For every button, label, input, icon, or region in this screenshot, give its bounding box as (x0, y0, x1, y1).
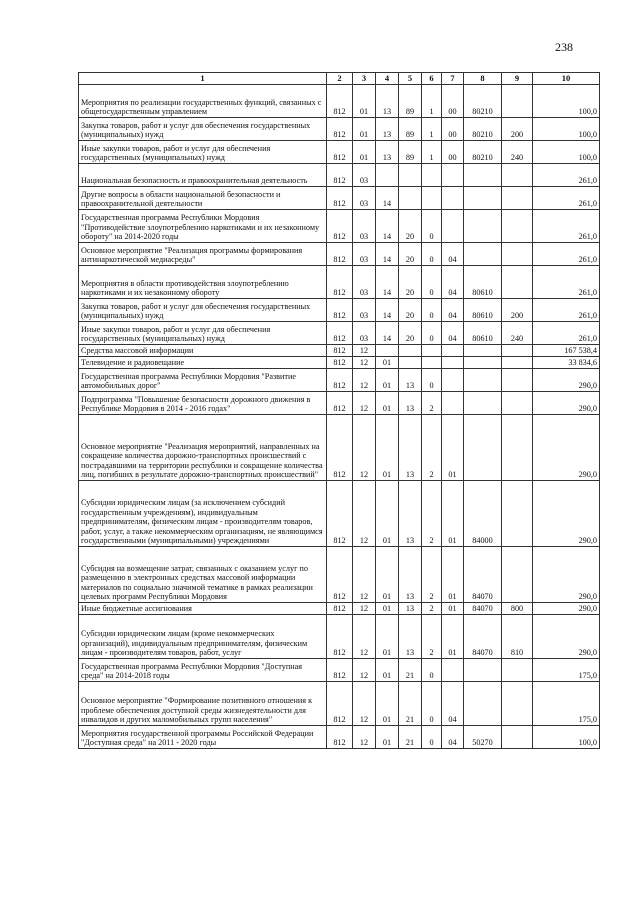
row-name: Национальная безопасность и правоохранительная деятельность (79, 164, 327, 187)
cell-ministry: 812 (327, 187, 353, 210)
cell-expense-type (502, 659, 533, 682)
cell-section: 12 (353, 682, 376, 726)
table-row (79, 85, 600, 118)
cell-subprogram: 0 (422, 682, 442, 726)
cell-subsection: 14 (376, 187, 399, 210)
cell-subsection: 01 (376, 392, 399, 415)
col-header: 6 (422, 73, 442, 85)
cell-direction: 84070 (464, 603, 502, 615)
cell-ministry: 812 (327, 164, 353, 187)
cell-amount: 290,0 (533, 603, 600, 615)
cell-program: 89 (399, 141, 422, 164)
cell-program: 20 (399, 299, 422, 322)
cell-ministry: 812 (327, 415, 353, 481)
cell-subprogram: 2 (422, 392, 442, 415)
cell-expense-type (502, 357, 533, 369)
cell-direction (464, 187, 502, 210)
row-name: Субсидии юридическим лицам (кроме некоммерческих организаций), индивидуальным предпринимателям, физическим лицам - производителям товаров, работ, услуг (79, 615, 327, 659)
cell-subsection: 13 (376, 85, 399, 118)
cell-program (399, 164, 422, 187)
row-name: Иные закупки товаров, работ и услуг для обеспечения государственных (муниципальных) нужд (79, 141, 327, 164)
cell-subsection (376, 164, 399, 187)
cell-direction: 80210 (464, 85, 502, 118)
cell-program: 13 (399, 547, 422, 603)
cell-ministry: 812 (327, 118, 353, 141)
cell-section: 12 (353, 659, 376, 682)
cell-section: 12 (353, 357, 376, 369)
table-row (79, 118, 600, 141)
cell-section: 12 (353, 345, 376, 357)
cell-direction: 80210 (464, 141, 502, 164)
cell-direction (464, 659, 502, 682)
cell-section: 01 (353, 85, 376, 118)
table-row (79, 164, 600, 187)
cell-expense-type (502, 85, 533, 118)
cell-program: 20 (399, 243, 422, 266)
table-row (79, 392, 600, 415)
col-header: 9 (502, 73, 533, 85)
cell-program (399, 187, 422, 210)
cell-amount: 290,0 (533, 615, 600, 659)
cell-ministry: 812 (327, 603, 353, 615)
cell-expense-type: 240 (502, 322, 533, 345)
cell-expense-type (502, 682, 533, 726)
cell-amount: 290,0 (533, 481, 600, 547)
cell-section: 12 (353, 547, 376, 603)
cell-direction (464, 415, 502, 481)
cell-ministry: 812 (327, 299, 353, 322)
table-row (79, 357, 600, 369)
cell-direction (464, 345, 502, 357)
cell-activity (442, 392, 464, 415)
cell-program: 20 (399, 322, 422, 345)
cell-subprogram: 0 (422, 299, 442, 322)
col-header: 1 (79, 73, 327, 85)
cell-subprogram: 1 (422, 85, 442, 118)
cell-amount: 100,0 (533, 118, 600, 141)
cell-amount: 261,0 (533, 210, 600, 243)
cell-amount: 290,0 (533, 392, 600, 415)
cell-subsection: 01 (376, 415, 399, 481)
table-body (79, 85, 600, 749)
cell-direction (464, 164, 502, 187)
table-row (79, 726, 600, 749)
cell-expense-type (502, 392, 533, 415)
cell-activity: 00 (442, 85, 464, 118)
cell-amount: 261,0 (533, 164, 600, 187)
cell-subprogram: 1 (422, 141, 442, 164)
cell-amount: 261,0 (533, 243, 600, 266)
cell-subsection: 01 (376, 547, 399, 603)
cell-section: 01 (353, 118, 376, 141)
col-header: 2 (327, 73, 353, 85)
cell-section: 01 (353, 141, 376, 164)
table-row (79, 369, 600, 392)
cell-section: 12 (353, 603, 376, 615)
cell-direction (464, 243, 502, 266)
cell-ministry: 812 (327, 369, 353, 392)
cell-expense-type (502, 187, 533, 210)
cell-activity: 01 (442, 615, 464, 659)
cell-amount: 175,0 (533, 682, 600, 726)
row-name: Основное мероприятие "Реализация программы формирования антинаркотической медиасреды" (79, 243, 327, 266)
cell-expense-type (502, 210, 533, 243)
cell-subsection: 14 (376, 210, 399, 243)
cell-direction (464, 357, 502, 369)
table-row (79, 322, 600, 345)
cell-direction (464, 210, 502, 243)
cell-direction: 80610 (464, 299, 502, 322)
cell-activity (442, 210, 464, 243)
cell-subsection: 14 (376, 299, 399, 322)
cell-subsection: 14 (376, 322, 399, 345)
row-name: Государственная программа Республики Мордовия "Доступная среда" на 2014-2018 годы (79, 659, 327, 682)
cell-section: 12 (353, 415, 376, 481)
cell-amount: 100,0 (533, 141, 600, 164)
cell-expense-type (502, 266, 533, 299)
cell-program: 13 (399, 369, 422, 392)
cell-ministry: 812 (327, 659, 353, 682)
cell-activity (442, 345, 464, 357)
cell-amount: 175,0 (533, 659, 600, 682)
row-name: Другие вопросы в области национальной безопасности и правоохранительной деятельности (79, 187, 327, 210)
row-name: Государственная программа Республики Мордовия "Развитие автомобильных дорог" (79, 369, 327, 392)
cell-section: 03 (353, 187, 376, 210)
cell-subprogram: 0 (422, 322, 442, 345)
cell-subsection: 14 (376, 243, 399, 266)
cell-amount: 290,0 (533, 547, 600, 603)
cell-subprogram: 0 (422, 659, 442, 682)
cell-expense-type (502, 726, 533, 749)
cell-direction: 80610 (464, 322, 502, 345)
cell-direction (464, 369, 502, 392)
row-name: Мероприятия в области противодействия злоупотреблению наркотиками и их незаконному обороту (79, 266, 327, 299)
cell-expense-type (502, 415, 533, 481)
col-header: 7 (442, 73, 464, 85)
row-name: Закупка товаров, работ и услуг для обеспечения государственных (муниципальных) нужд (79, 118, 327, 141)
cell-activity: 04 (442, 299, 464, 322)
table-row (79, 187, 600, 210)
cell-subprogram (422, 345, 442, 357)
table-row (79, 682, 600, 726)
row-name: Основное мероприятие "Формирование позитивного отношения к проблеме обеспечения доступной среды жизнедеятельности для инвалидов и других маломобильных групп населения" (79, 682, 327, 726)
cell-subsection: 13 (376, 118, 399, 141)
table-row (79, 299, 600, 322)
cell-program (399, 357, 422, 369)
table-row (79, 266, 600, 299)
budget-table (78, 72, 600, 749)
table-row (79, 243, 600, 266)
cell-expense-type: 240 (502, 141, 533, 164)
row-name: Основное мероприятие "Реализация мероприятий, направленных на сокращение количества дорожно-транспортных происшествий с пострадавшими на территории республики и сокращение количества лиц, погибших в результате дорожно-транспортных происшествий" (79, 415, 327, 481)
cell-activity: 00 (442, 141, 464, 164)
cell-subsection: 01 (376, 369, 399, 392)
cell-activity (442, 357, 464, 369)
cell-subprogram: 2 (422, 547, 442, 603)
cell-program: 20 (399, 266, 422, 299)
cell-activity: 01 (442, 547, 464, 603)
cell-activity: 04 (442, 266, 464, 299)
row-name: Средства массовой информации (79, 345, 327, 357)
row-name: Иные закупки товаров, работ и услуг для обеспечения государственных (муниципальных) нужд (79, 322, 327, 345)
cell-subprogram: 2 (422, 415, 442, 481)
row-name: Закупка товаров, работ и услуг для обеспечения государственных (муниципальных) нужд (79, 299, 327, 322)
cell-program: 21 (399, 726, 422, 749)
cell-section: 03 (353, 243, 376, 266)
cell-program (399, 345, 422, 357)
cell-subprogram: 0 (422, 210, 442, 243)
cell-section: 12 (353, 392, 376, 415)
cell-expense-type (502, 547, 533, 603)
cell-activity: 01 (442, 481, 464, 547)
cell-section: 03 (353, 210, 376, 243)
cell-activity (442, 369, 464, 392)
row-name: Государственная программа Республики Мордовия "Противодействие злоупотреблению наркотиками и их незаконному обороту" на 2014-2020 годы (79, 210, 327, 243)
cell-subsection: 01 (376, 659, 399, 682)
cell-ministry: 812 (327, 141, 353, 164)
cell-subprogram (422, 164, 442, 187)
cell-program: 13 (399, 392, 422, 415)
cell-section: 03 (353, 299, 376, 322)
cell-section: 03 (353, 266, 376, 299)
cell-direction: 80610 (464, 266, 502, 299)
table-row (79, 481, 600, 547)
cell-subsection: 01 (376, 726, 399, 749)
table-row (79, 659, 600, 682)
col-header: 4 (376, 73, 399, 85)
cell-subprogram: 2 (422, 603, 442, 615)
cell-subprogram: 0 (422, 243, 442, 266)
cell-section: 12 (353, 726, 376, 749)
cell-subsection: 01 (376, 481, 399, 547)
cell-activity (442, 659, 464, 682)
cell-amount: 261,0 (533, 187, 600, 210)
cell-ministry: 812 (327, 345, 353, 357)
cell-subprogram: 0 (422, 266, 442, 299)
cell-amount: 261,0 (533, 322, 600, 345)
cell-section: 12 (353, 369, 376, 392)
row-name: Телевидение и радиовещание (79, 357, 327, 369)
cell-activity (442, 187, 464, 210)
cell-subprogram: 0 (422, 726, 442, 749)
cell-expense-type: 800 (502, 603, 533, 615)
cell-subprogram: 1 (422, 118, 442, 141)
table-row (79, 345, 600, 357)
row-name: Мероприятия государственной программы Российской Федерации "Доступная среда" на 2011 - 2020 годы (79, 726, 327, 749)
cell-direction: 50270 (464, 726, 502, 749)
cell-program: 21 (399, 659, 422, 682)
cell-amount: 167 538,4 (533, 345, 600, 357)
cell-ministry: 812 (327, 322, 353, 345)
table-row (79, 141, 600, 164)
table-row (79, 603, 600, 615)
table-row (79, 547, 600, 603)
cell-amount: 290,0 (533, 415, 600, 481)
cell-ministry: 812 (327, 210, 353, 243)
col-header: 3 (353, 73, 376, 85)
cell-subsection: 01 (376, 357, 399, 369)
col-header: 10 (533, 73, 600, 85)
cell-ministry: 812 (327, 85, 353, 118)
cell-ministry: 812 (327, 547, 353, 603)
cell-amount: 261,0 (533, 266, 600, 299)
cell-activity: 04 (442, 243, 464, 266)
cell-subsection: 13 (376, 141, 399, 164)
cell-direction (464, 392, 502, 415)
cell-activity: 00 (442, 118, 464, 141)
cell-expense-type (502, 164, 533, 187)
row-name: Мероприятия по реализации государственных функций, связанных с общегосударственным управлением (79, 85, 327, 118)
cell-expense-type: 200 (502, 299, 533, 322)
cell-direction: 84070 (464, 615, 502, 659)
page-number: 238 (555, 40, 573, 54)
row-name: Иные бюджетные ассигнования (79, 603, 327, 615)
cell-expense-type: 810 (502, 615, 533, 659)
cell-section: 12 (353, 615, 376, 659)
cell-subsection: 01 (376, 615, 399, 659)
cell-amount: 100,0 (533, 726, 600, 749)
cell-activity: 01 (442, 603, 464, 615)
cell-subprogram (422, 357, 442, 369)
cell-program: 13 (399, 603, 422, 615)
cell-section: 03 (353, 322, 376, 345)
row-name: Субсидии юридическим лицам (за исключением субсидий государственным учреждениям), индивидуальным предпринимателям, физическим лицам - производителям товаров, работ, услуг, а также некоммерческим организациям, не являющимся государственными (муниципальными) учреждениями (79, 481, 327, 547)
cell-program: 89 (399, 85, 422, 118)
cell-activity (442, 164, 464, 187)
cell-direction (464, 682, 502, 726)
cell-amount: 100,0 (533, 85, 600, 118)
row-name: Подпрограмма "Повышение безопасности дорожного движения в Республике Мордовия в 2014 - 2016 годах" (79, 392, 327, 415)
cell-ministry: 812 (327, 682, 353, 726)
cell-subsection: 01 (376, 682, 399, 726)
cell-subprogram: 2 (422, 481, 442, 547)
col-header: 5 (399, 73, 422, 85)
cell-amount: 261,0 (533, 299, 600, 322)
cell-subprogram: 0 (422, 369, 442, 392)
cell-program: 13 (399, 615, 422, 659)
cell-direction: 84070 (464, 547, 502, 603)
cell-activity: 04 (442, 682, 464, 726)
cell-expense-type: 200 (502, 118, 533, 141)
cell-direction: 84000 (464, 481, 502, 547)
cell-ministry: 812 (327, 357, 353, 369)
cell-section: 03 (353, 164, 376, 187)
table-row (79, 210, 600, 243)
cell-activity: 04 (442, 726, 464, 749)
cell-amount: 33 834,6 (533, 357, 600, 369)
cell-program: 89 (399, 118, 422, 141)
cell-amount: 290,0 (533, 369, 600, 392)
cell-ministry: 812 (327, 481, 353, 547)
table-row (79, 415, 600, 481)
cell-subsection: 01 (376, 603, 399, 615)
cell-subprogram: 2 (422, 615, 442, 659)
cell-ministry: 812 (327, 726, 353, 749)
cell-activity: 01 (442, 415, 464, 481)
cell-subsection (376, 345, 399, 357)
cell-subprogram (422, 187, 442, 210)
cell-ministry: 812 (327, 615, 353, 659)
cell-expense-type (502, 345, 533, 357)
cell-program: 21 (399, 682, 422, 726)
cell-expense-type (502, 369, 533, 392)
row-name: Субсидия на возмещение затрат, связанных с оказанием услуг по размещению в электронных средствах массовой информации материалов по социально значимой тематике в рамках реализации целевых программ Республики Мордовия (79, 547, 327, 603)
cell-ministry: 812 (327, 243, 353, 266)
cell-program: 20 (399, 210, 422, 243)
cell-subsection: 14 (376, 266, 399, 299)
cell-program: 13 (399, 415, 422, 481)
cell-activity: 04 (442, 322, 464, 345)
cell-program: 13 (399, 481, 422, 547)
cell-ministry: 812 (327, 266, 353, 299)
cell-ministry: 812 (327, 392, 353, 415)
cell-section: 12 (353, 481, 376, 547)
cell-expense-type (502, 243, 533, 266)
cell-expense-type (502, 481, 533, 547)
header-row (79, 73, 600, 85)
table-row (79, 615, 600, 659)
cell-direction: 80210 (464, 118, 502, 141)
col-header: 8 (464, 73, 502, 85)
